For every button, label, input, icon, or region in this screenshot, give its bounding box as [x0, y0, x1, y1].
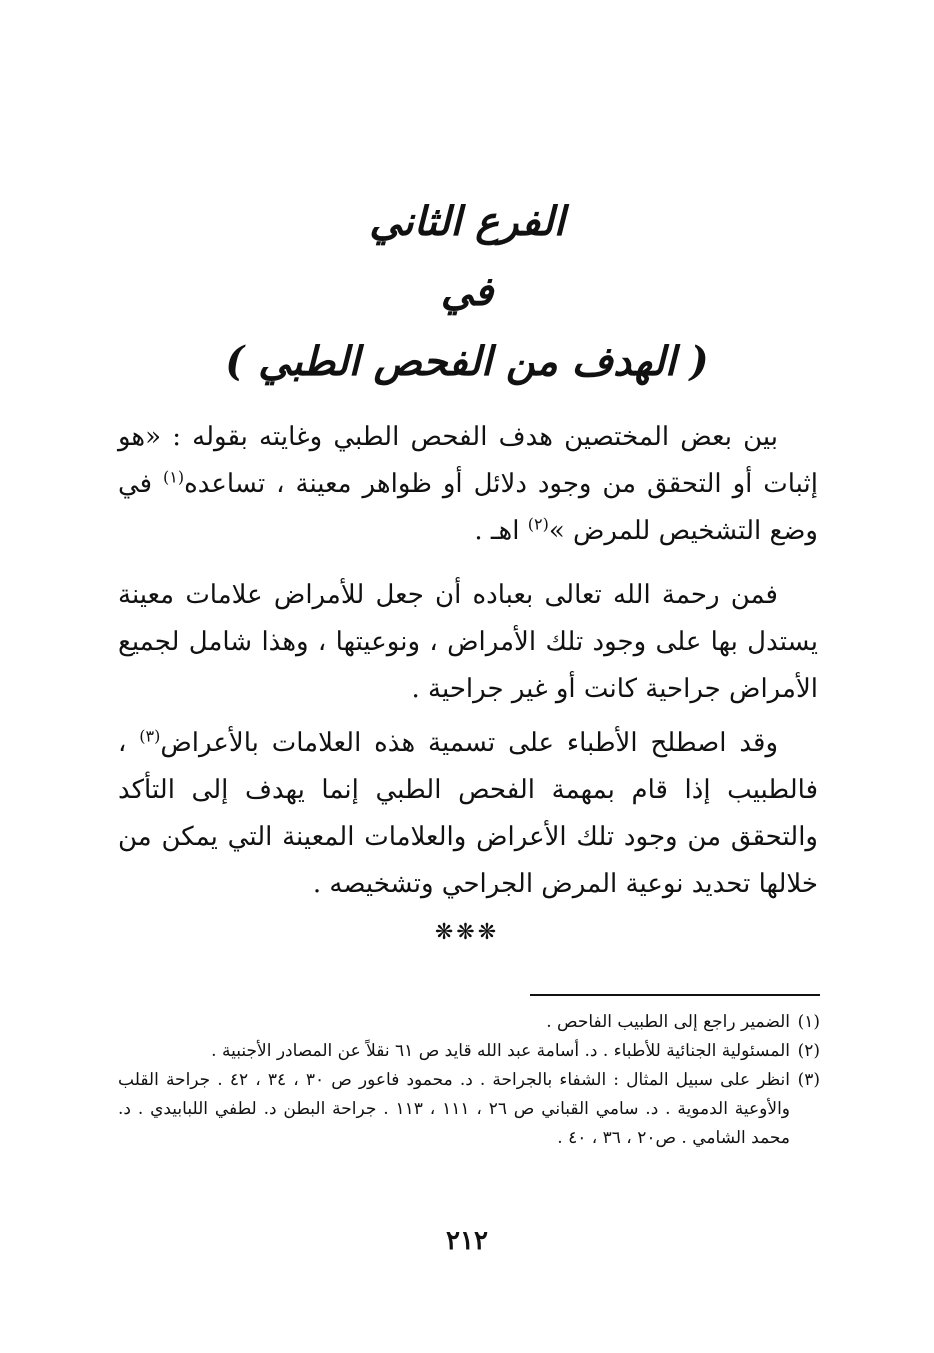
footnote-2-text: المسئولية الجنائية للأطباء . د. أسامة عبد الله قايد ص ٦١ نقلاً عن المصادر الأجنبية . — [211, 1041, 790, 1061]
paragraph-1 — [118, 414, 818, 555]
footnote-1 — [118, 1008, 820, 1037]
paragraph-2 — [118, 572, 818, 713]
section-title-connector: في — [440, 268, 494, 315]
paragraph-3-text-b: ، فالطبيب إذا قام بمهمة الفحص الطبي إنما يهدف إلى التأكد والتحقق من وجود تلك الأعراض والعلامات المعينة التي يمكن من خلالها تحديد نوعية المرض الجراحي وتشخيصه . — [118, 728, 818, 899]
footnote-1-text: الضمير راجع إلى الطبيب الفاحص . — [546, 1012, 790, 1032]
footnote-2 — [118, 1037, 820, 1066]
section-title: الفرع الثاني — [369, 198, 565, 245]
footnote-divider — [530, 994, 820, 996]
footnote-ref-2: (٢) — [527, 514, 549, 534]
section-subtitle: ( الهدف من الفحص الطبي ) — [225, 338, 709, 385]
section-separator: ❋❋❋ — [434, 920, 500, 945]
paragraph-1-text-a: بين بعض المختصين هدف الفحص الطبي وغايته بقوله : «هو إثبات أو التحقق من وجود دلائل أو ظواهر معينة ، تساعده — [118, 422, 818, 499]
page-number: ٢١٢ — [446, 1226, 488, 1256]
footnote-1-number: (١) — [797, 1012, 820, 1032]
paragraph-1-text-b: في وضع التشخيص للمرض » — [118, 469, 818, 546]
footnotes — [118, 1008, 820, 1153]
footnote-ref-1: (١) — [163, 467, 185, 487]
paragraph-3-text-a: وقد اصطلح الأطباء على تسمية هذه العلامات بالأعراض — [160, 728, 779, 758]
footnote-3-text: انظر على سبيل المثال : الشفاء بالجراحة . د. محمود فاعور ص ٣٠ ، ٣٤ ، ٤٢ . جراحة القلب والأوعية الدموية . د. سامي القباني ص ٢٦ ، ١١١ ، ١١٣ . جراحة البطن د. لطفي اللبابيدي . د. محمد الشامي . ص٢٠ ، ٣٦ ، ٤٠ . — [118, 1070, 790, 1148]
footnote-ref-3: (٣) — [139, 726, 161, 746]
paragraph-3 — [118, 720, 818, 908]
paragraph-1-text-c: اهـ . — [474, 516, 528, 546]
footnote-2-number: (٢) — [797, 1041, 820, 1061]
footnote-3-number: (٣) — [797, 1070, 820, 1090]
footnote-3 — [118, 1066, 820, 1153]
paragraph-2-text: فمن رحمة الله تعالى بعباده أن جعل للأمراض علامات معينة يستدل بها على وجود تلك الأمراض ، ونوعيتها ، وهذا شامل لجميع الأمراض جراحية كانت أو غير جراحية . — [118, 580, 818, 704]
